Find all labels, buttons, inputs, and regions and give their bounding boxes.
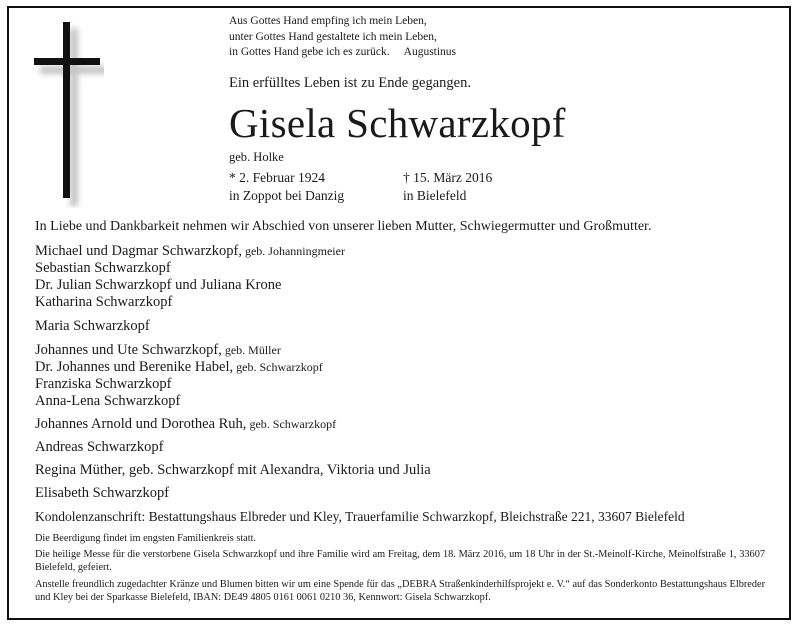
deceased-name: Gisela Schwarzkopf bbox=[229, 100, 566, 146]
death-info bbox=[403, 169, 492, 205]
death-place: in Bielefeld bbox=[403, 188, 467, 203]
farewell-intro: In Liebe und Dankbarkeit nehmen wir Abschied von unserer lieben Mutter, Schwiegermutter und Großmutter. bbox=[35, 219, 652, 234]
family-line: Sebastian Schwarzkopf bbox=[35, 260, 171, 276]
psalm-line-2: unter Gottes Hand gestaltete ich mein Leben, bbox=[229, 30, 437, 43]
family-line: Franziska Schwarzkopf bbox=[35, 376, 172, 392]
family-line: Johannes und Ute Schwarzkopf, geb. Müller bbox=[35, 342, 281, 358]
family-line: Dr. Julian Schwarzkopf und Juliana Krone bbox=[35, 277, 282, 293]
family-line: Andreas Schwarzkopf bbox=[35, 439, 164, 455]
family-line: Anna-Lena Schwarzkopf bbox=[35, 393, 181, 409]
family-line: Maria Schwarzkopf bbox=[35, 318, 150, 334]
fulfilled-life-line: Ein erfülltes Leben ist zu Ende gegangen. bbox=[229, 75, 471, 91]
family-line: Katharina Schwarzkopf bbox=[35, 294, 173, 310]
mass-note: Die heilige Messe für die verstorbene Gisela Schwarzkopf und ihre Familie wird am Freitag, dem 18. März 2016, um 18 Uhr in der St.-Meinolf-Kirche, Meinolfstraße 1, 33607 Bielefeld, gefeiert. bbox=[35, 549, 765, 573]
family-line: Elisabeth Schwarzkopf bbox=[35, 485, 170, 501]
family-line: Johannes Arnold und Dorothea Ruh, geb. Schwarzkopf bbox=[35, 416, 337, 432]
burial-note: Die Beerdigung findet im engsten Familienkreis statt. bbox=[35, 533, 257, 544]
family-line: Regina Müther, geb. Schwarzkopf mit Alexandra, Viktoria und Julia bbox=[35, 462, 431, 478]
latin-cross-icon bbox=[34, 22, 104, 208]
birth-place: in Zoppot bei Danzig bbox=[229, 188, 345, 203]
psalm-line-1: Aus Gottes Hand empfing ich mein Leben, bbox=[229, 15, 427, 27]
maiden-name: geb. Holke bbox=[229, 150, 284, 164]
psalm-quote bbox=[229, 14, 456, 61]
birth-date: * 2. Februar 1924 bbox=[229, 170, 325, 185]
death-date: † 15. März 2016 bbox=[403, 170, 493, 185]
condolence-address: Kondolenzanschrift: Bestattungshaus Elbreder und Kley, Trauerfamilie Schwarzkopf, Bleichstraße 221, 33607 Bielefeld bbox=[35, 509, 685, 524]
birth-info bbox=[229, 169, 344, 205]
family-line: Michael und Dagmar Schwarzkopf, geb. Johanningmeier bbox=[35, 243, 345, 259]
psalm-line-3: in Gottes Hand gebe ich es zurück. bbox=[229, 46, 390, 58]
psalm-author: Augustinus bbox=[403, 46, 457, 58]
family-line: Dr. Johannes und Berenike Habel, geb. Schwarzkopf bbox=[35, 359, 323, 375]
donation-note: Anstelle freundlich zugedachter Kränze und Blumen bitten wir um eine Spende für das „DEBRA Straßenkinderhilfsprojekt e. V.“ auf das Sonderkonto Bestattungshaus Elbreder und Kley bei der Sparkasse Bielefeld, IBAN: DE49 4805 0161 0061 0210 36, Kennwort: Gisela Schwarzkopf. bbox=[35, 579, 765, 603]
